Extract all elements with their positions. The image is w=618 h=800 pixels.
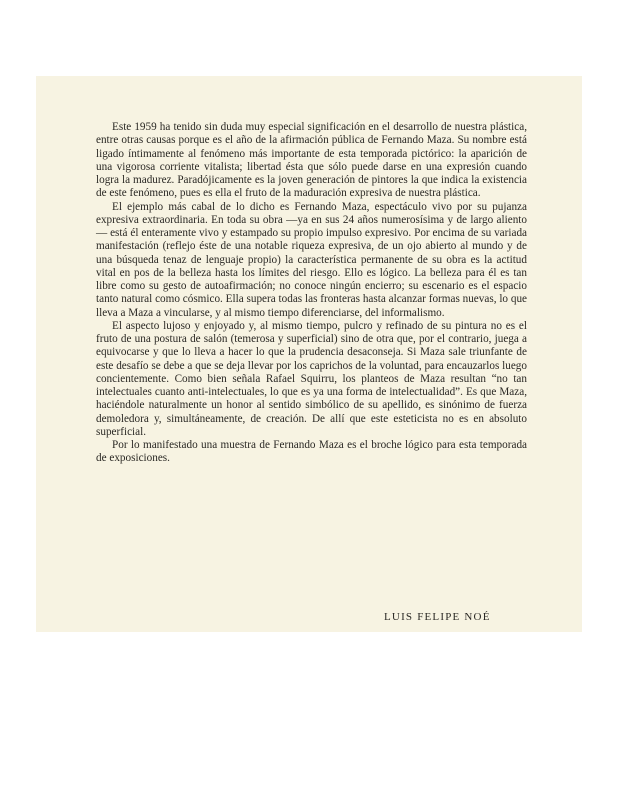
essay-body [96,121,527,466]
author-signature: LUIS FELIPE NOÉ [384,611,491,623]
paragraph-4: Por lo manifestado una muestra de Fernando Maza es el broche lógico para esta temporada de exposiciones. [96,439,527,465]
paragraph-1: Este 1959 ha tenido sin duda muy especial significación en el desarrollo de nuestra plástica, entre otras causas porque es el año de la afirmación pública de Fernando Maza. Su nombre está ligado íntimamente al fenómeno más importante de esta temporada pictórico: la aparición de una vigorosa corriente vitalista; libertad ésta que sólo puede darse en una expresión cuando logra la madurez. Paradójicamente es la joven generación de pintores la que indica la existencia de este fenómeno, pues es ella el fruto de la maduración expresiva de nuestra plástica. [96,121,527,200]
paragraph-2: El ejemplo más cabal de lo dicho es Fernando Maza, espectáculo vivo por su pujanza expresiva extraordinaria. En toda su obra —ya en sus 24 años numerosísima y de largo aliento— está él enteramente vivo y estampado su propio impulso expresivo. Por encima de su variada manifestación (reflejo éste de una notable riqueza expresiva, de un ojo abierto al mundo y de una búsqueda tenaz de lenguaje propio) la característica permanente de su obra es la actitud vital en pos de la belleza hasta los límites del riesgo. Ello es lógico. La belleza para él es tan libre como su gesto de autoafirmación; no conoce ningún encierro; su escenario es el espacio tanto natural como cósmico. Ella supera todas las fronteras hasta alcanzar formas nuevas, lo que lleva a Maza a vincularse, y al mismo tiempo diferenciarse, del informalismo. [96,200,527,319]
paragraph-3: El aspecto lujoso y enjoyado y, al mismo tiempo, pulcro y refinado de su pintura no es el fruto de una postura de salón (temerosa y superficial) sino de otra que, por el contrario, juega a equivocarse y que lo lleva a hacer lo que la prudencia desaconseja. Si Maza sale triunfante de este desafío se debe a que se deja llevar por los caprichos de la voluntad, para encauzarlos luego concientemente. Como bien señala Rafael Squirru, los planteos de Maza resultan “no tan intelectuales cuanto anti-intelectuales, lo que es ya una forma de intelectualidad”. Es que Maza, haciéndole naturalmente un honor al sentido simbólico de su apellido, es sinónimo de fuerza demoledora y, simultáneamente, de creación. De allí que este esteticista no es en absoluto superficial. [96,319,527,438]
